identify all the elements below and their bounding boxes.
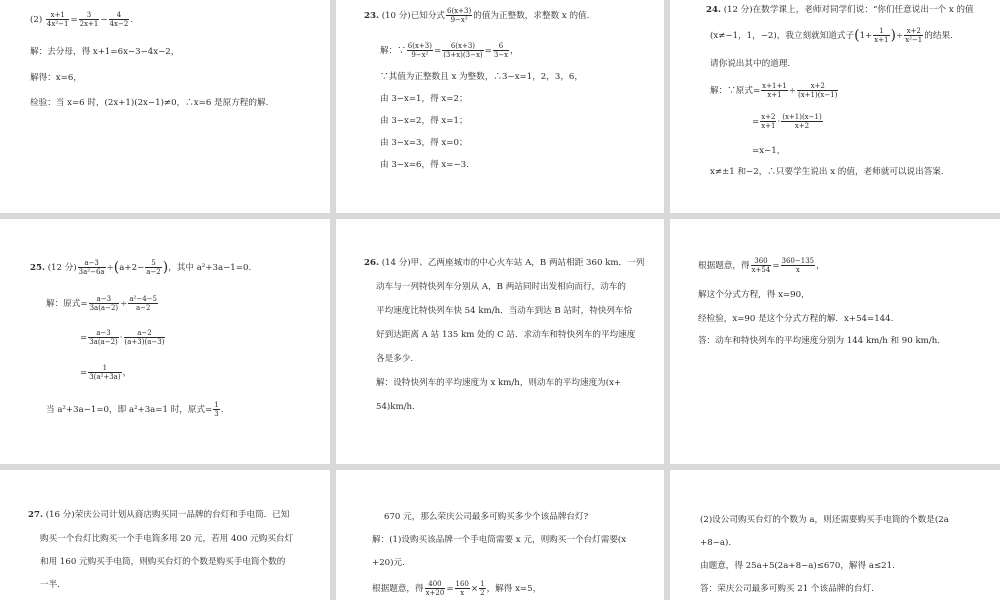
fraction — [407, 42, 433, 59]
text-line: 由 3−x=3，得 x=0； — [380, 138, 468, 148]
operator: = — [433, 46, 442, 56]
punctuation: ， — [122, 368, 132, 378]
text-line: 平均速度比特快列车快 54 km/h．当动车到达 B 站时，特快列车恰 — [376, 306, 633, 316]
text: (14 分)甲、乙两座城市的中心火车站 A，B 两站相距 360 km．一列 — [381, 258, 645, 268]
operator: = — [80, 368, 88, 378]
numerator: (x+1)(x−1) — [782, 113, 822, 121]
fraction — [88, 329, 119, 346]
text-line: 答：荣庆公司最多可购买 21 个该品牌的台灯. — [700, 584, 874, 594]
numerator: 160 — [455, 580, 469, 588]
denominator: x²−1 — [905, 36, 923, 44]
text: ，解得 x=5， — [486, 584, 542, 594]
numerator: 360−135 — [781, 257, 815, 265]
text-line: 由 3−x=2，得 x=1； — [380, 116, 468, 126]
numerator: a−2 — [124, 329, 166, 338]
operator: ÷ — [106, 263, 114, 273]
operator: = — [484, 46, 492, 56]
paren: ) — [162, 259, 169, 276]
operator: − — [100, 15, 108, 25]
text-line: 检验：当 x=6 时，(2x+1)(2x−1)≠0，∴x=6 是原方程的解. — [30, 98, 269, 108]
numerator: 6 — [493, 42, 509, 51]
text-line: 动车与一列特快列车分别从 A，B 两站同时出发相向而行，动车的 — [376, 282, 627, 292]
panel-solution-27-2 — [670, 470, 1000, 600]
equation-line — [30, 11, 133, 28]
operator: ÷ — [120, 299, 128, 309]
fraction — [479, 580, 485, 597]
text: ，其中 a²+3a−1=0. — [168, 263, 252, 273]
question-number: 26. — [364, 258, 379, 268]
label: (2) — [30, 15, 43, 25]
fraction — [78, 259, 106, 276]
denominator: 9−x² — [411, 51, 429, 59]
question-number: 24. — [706, 5, 721, 15]
text-line: 请你说出其中的道理. — [710, 59, 791, 69]
text-line: 解：设特快列车的平均速度为 x km/h，则动车的平均速度为(x+ — [376, 378, 622, 388]
denominator: 3 — [214, 410, 219, 418]
fraction — [124, 329, 166, 346]
fraction — [213, 401, 219, 418]
equation-line — [710, 82, 839, 99]
fraction — [89, 295, 120, 312]
fraction — [760, 113, 776, 130]
question-line — [28, 509, 290, 521]
text: 根据题意，得 — [698, 261, 750, 271]
panel-solution-27-1 — [336, 470, 664, 600]
text-line: (2)设公司购买台灯的个数为 a，则还需要购买手电筒的个数是(2a — [700, 515, 949, 525]
fraction — [442, 42, 483, 59]
equation-line — [80, 329, 166, 346]
numerator: 1 — [214, 401, 219, 409]
punctuation: ， — [510, 46, 519, 56]
text-line: 54)km/h. — [376, 402, 415, 412]
equation-line — [80, 364, 131, 381]
panel-question-24 — [670, 0, 1000, 213]
text-line: 由题意，得 25a+5(2a+8−a)≤670，解得 a≤21. — [700, 561, 895, 571]
denominator: a−2 — [146, 268, 161, 276]
numerator: 400 — [425, 580, 446, 589]
operator: × — [470, 584, 479, 594]
panel-question-26 — [336, 219, 664, 464]
punctuation: . — [130, 15, 134, 25]
denominator: 3a²−6a — [78, 268, 105, 276]
text-line: +20)元. — [372, 558, 405, 568]
text: (x≠−1，1，−2)，我立刻就知道式子 — [710, 31, 855, 41]
denominator: 4x−2 — [109, 20, 129, 28]
text-line: 解：去分母，得 x+1=6x−3−4x−2， — [30, 47, 180, 57]
numerator: 6(x+3) — [442, 42, 483, 51]
operator: = — [80, 333, 88, 343]
numerator: a−3 — [89, 295, 120, 304]
question-line — [364, 7, 589, 24]
question-line — [364, 257, 644, 269]
numerator: 360 — [751, 257, 772, 266]
denominator: 9−x² — [450, 16, 468, 24]
fraction — [425, 580, 446, 597]
numerator: 1 — [480, 580, 485, 588]
denominator: 3a(a−2) — [89, 304, 119, 312]
fraction — [904, 27, 923, 44]
question-number: 25. — [30, 263, 45, 273]
paren: ( — [854, 27, 860, 44]
text-line — [46, 401, 223, 418]
operator: = — [446, 584, 454, 594]
fraction — [751, 257, 772, 274]
denominator: 3(a²+3a) — [89, 373, 121, 381]
numerator: x+2 — [761, 113, 776, 121]
text-line: 好到达距离 A 站 135 km 处的 C 站．求动车和特快列车的平均速度 — [376, 330, 636, 340]
fraction — [46, 11, 70, 28]
numerator: 5 — [145, 259, 162, 268]
question-number: 27. — [28, 510, 43, 520]
text-line: +8−a). — [700, 538, 732, 548]
question-line — [30, 259, 251, 276]
text: (12 分)在数学课上，老师对同学们说：“你们任意说出一个 x 的值 — [723, 5, 974, 15]
text-line: 670 元，那么荣庆公司最多可购买多少个该品牌台灯? — [384, 512, 589, 522]
fraction — [455, 580, 470, 597]
numerator: x+2 — [904, 27, 923, 36]
panel-solution-2 — [0, 0, 330, 213]
denominator: (3+x)(3−x) — [443, 51, 483, 59]
numerator: 6(x+3) — [407, 42, 432, 50]
denominator: x+54 — [751, 266, 771, 274]
fraction — [873, 27, 889, 44]
denominator: x+1 — [767, 91, 782, 99]
text-line: 经检验，x=90 是这个分式方程的解．x+54=144. — [698, 314, 894, 324]
text: 1+ — [859, 31, 873, 41]
text-line: 由 3−x=6，得 x=−3. — [380, 160, 469, 170]
numerator: 1 — [873, 27, 889, 36]
punctuation: ， — [816, 261, 825, 271]
text-line: 答：动车和特快列车的平均速度分别为 144 km/h 和 90 km/h. — [698, 336, 940, 346]
text-line: 一半. — [40, 580, 60, 590]
text: 解：∵ — [380, 46, 406, 56]
panel-question-27 — [0, 470, 330, 600]
denominator: x — [795, 266, 800, 274]
denominator: x — [460, 589, 465, 597]
text-line: 和用 160 元购买手电筒，则购买台灯的个数是购买手电筒个数的 — [40, 557, 286, 567]
text-line: x≠±1 和−2，∴只要学生说出 x 的值，老师就可以说出答案. — [710, 167, 944, 177]
text-line: 解这个分式方程，得 x=90， — [698, 290, 810, 300]
question-line — [706, 4, 974, 16]
text: (16 分)荣庆公司计划从商店购买同一品牌的台灯和手电筒．已知 — [45, 510, 290, 520]
numerator: 3 — [79, 11, 100, 20]
question-line — [710, 27, 953, 44]
numerator: 1 — [88, 364, 121, 373]
numerator: x+2 — [797, 82, 838, 91]
text-line: 各是多少. — [376, 354, 414, 364]
text-line: 解得：x=6， — [30, 73, 82, 83]
text-line: ∵其值为正整数且 x 为整数，∴3−x=1，2，3，6， — [380, 72, 583, 82]
numerator: a−3 — [78, 259, 106, 268]
paren: ( — [113, 259, 120, 276]
denominator: x+2 — [794, 122, 810, 130]
operator: ÷ — [895, 31, 904, 41]
fraction — [88, 364, 121, 381]
denominator: 4x²−1 — [46, 20, 69, 28]
text: (12 分) — [47, 263, 77, 273]
numerator: x+1 — [46, 11, 70, 20]
punctuation: . — [220, 405, 224, 415]
fraction — [781, 257, 816, 274]
text: (10 分)已知分式 — [381, 11, 446, 21]
fraction — [145, 259, 162, 276]
fraction — [128, 295, 158, 312]
numerator: 6(x+3) — [447, 7, 472, 15]
text: 的值为正整数，求整数 x 的值. — [473, 11, 590, 21]
denominator: 2 — [480, 589, 485, 597]
text: 根据题意，得 — [372, 584, 424, 594]
text-line: 解：(1)设购买该品牌一个手电筒需要 x 元，则购买一个台灯需要(x — [372, 535, 627, 545]
equation-line — [380, 42, 519, 59]
text: a+2− — [119, 263, 145, 273]
paren: ) — [890, 27, 896, 44]
panel-question-25 — [0, 219, 330, 464]
operator: · — [119, 333, 123, 343]
text: 当 a²+3a−1=0，即 a²+3a=1 时，原式= — [46, 405, 213, 415]
denominator: x+1 — [761, 122, 776, 130]
fraction — [446, 7, 472, 24]
numerator: x+1+1 — [762, 82, 787, 90]
equation-line — [46, 295, 159, 312]
denominator: (x+1)(x−1) — [797, 91, 838, 99]
fraction — [761, 82, 788, 99]
denominator: (a+3)(a−3) — [124, 338, 165, 346]
panel-question-23 — [336, 0, 664, 213]
fraction — [797, 82, 838, 99]
denominator: a−2 — [135, 304, 151, 312]
numerator: 4 — [109, 11, 130, 20]
operator: = — [772, 261, 780, 271]
text-line: 购买一个台灯比购买一个手电筒多用 20 元，若用 400 元购买台灯 — [40, 534, 294, 544]
numerator: a−3 — [88, 329, 119, 338]
operator: ÷ — [788, 86, 796, 96]
text: 解：原式= — [46, 299, 88, 309]
question-number: 23. — [364, 11, 379, 21]
text: 的结果. — [924, 31, 953, 41]
equation-line — [698, 257, 825, 274]
text-line: 由 3−x=1，得 x=2； — [380, 94, 468, 104]
denominator: x+1 — [874, 36, 889, 44]
fraction — [109, 11, 130, 28]
fraction — [79, 11, 100, 28]
text-line: =x−1， — [752, 146, 786, 156]
fraction — [781, 113, 822, 130]
numerator: a²−4−5 — [129, 295, 157, 303]
operator: = — [70, 15, 78, 25]
panel-solution-26 — [670, 219, 1000, 464]
fraction — [493, 42, 509, 59]
denominator: 3−x — [493, 51, 509, 59]
equation-line — [372, 580, 541, 597]
denominator: 3a(a−2) — [89, 338, 118, 346]
equation-line — [752, 113, 824, 130]
operator: = — [752, 117, 760, 127]
denominator: 2x+1 — [79, 20, 99, 28]
operator: · — [777, 117, 781, 127]
denominator: x+20 — [425, 589, 445, 597]
text: 解：∵原式= — [710, 86, 761, 96]
